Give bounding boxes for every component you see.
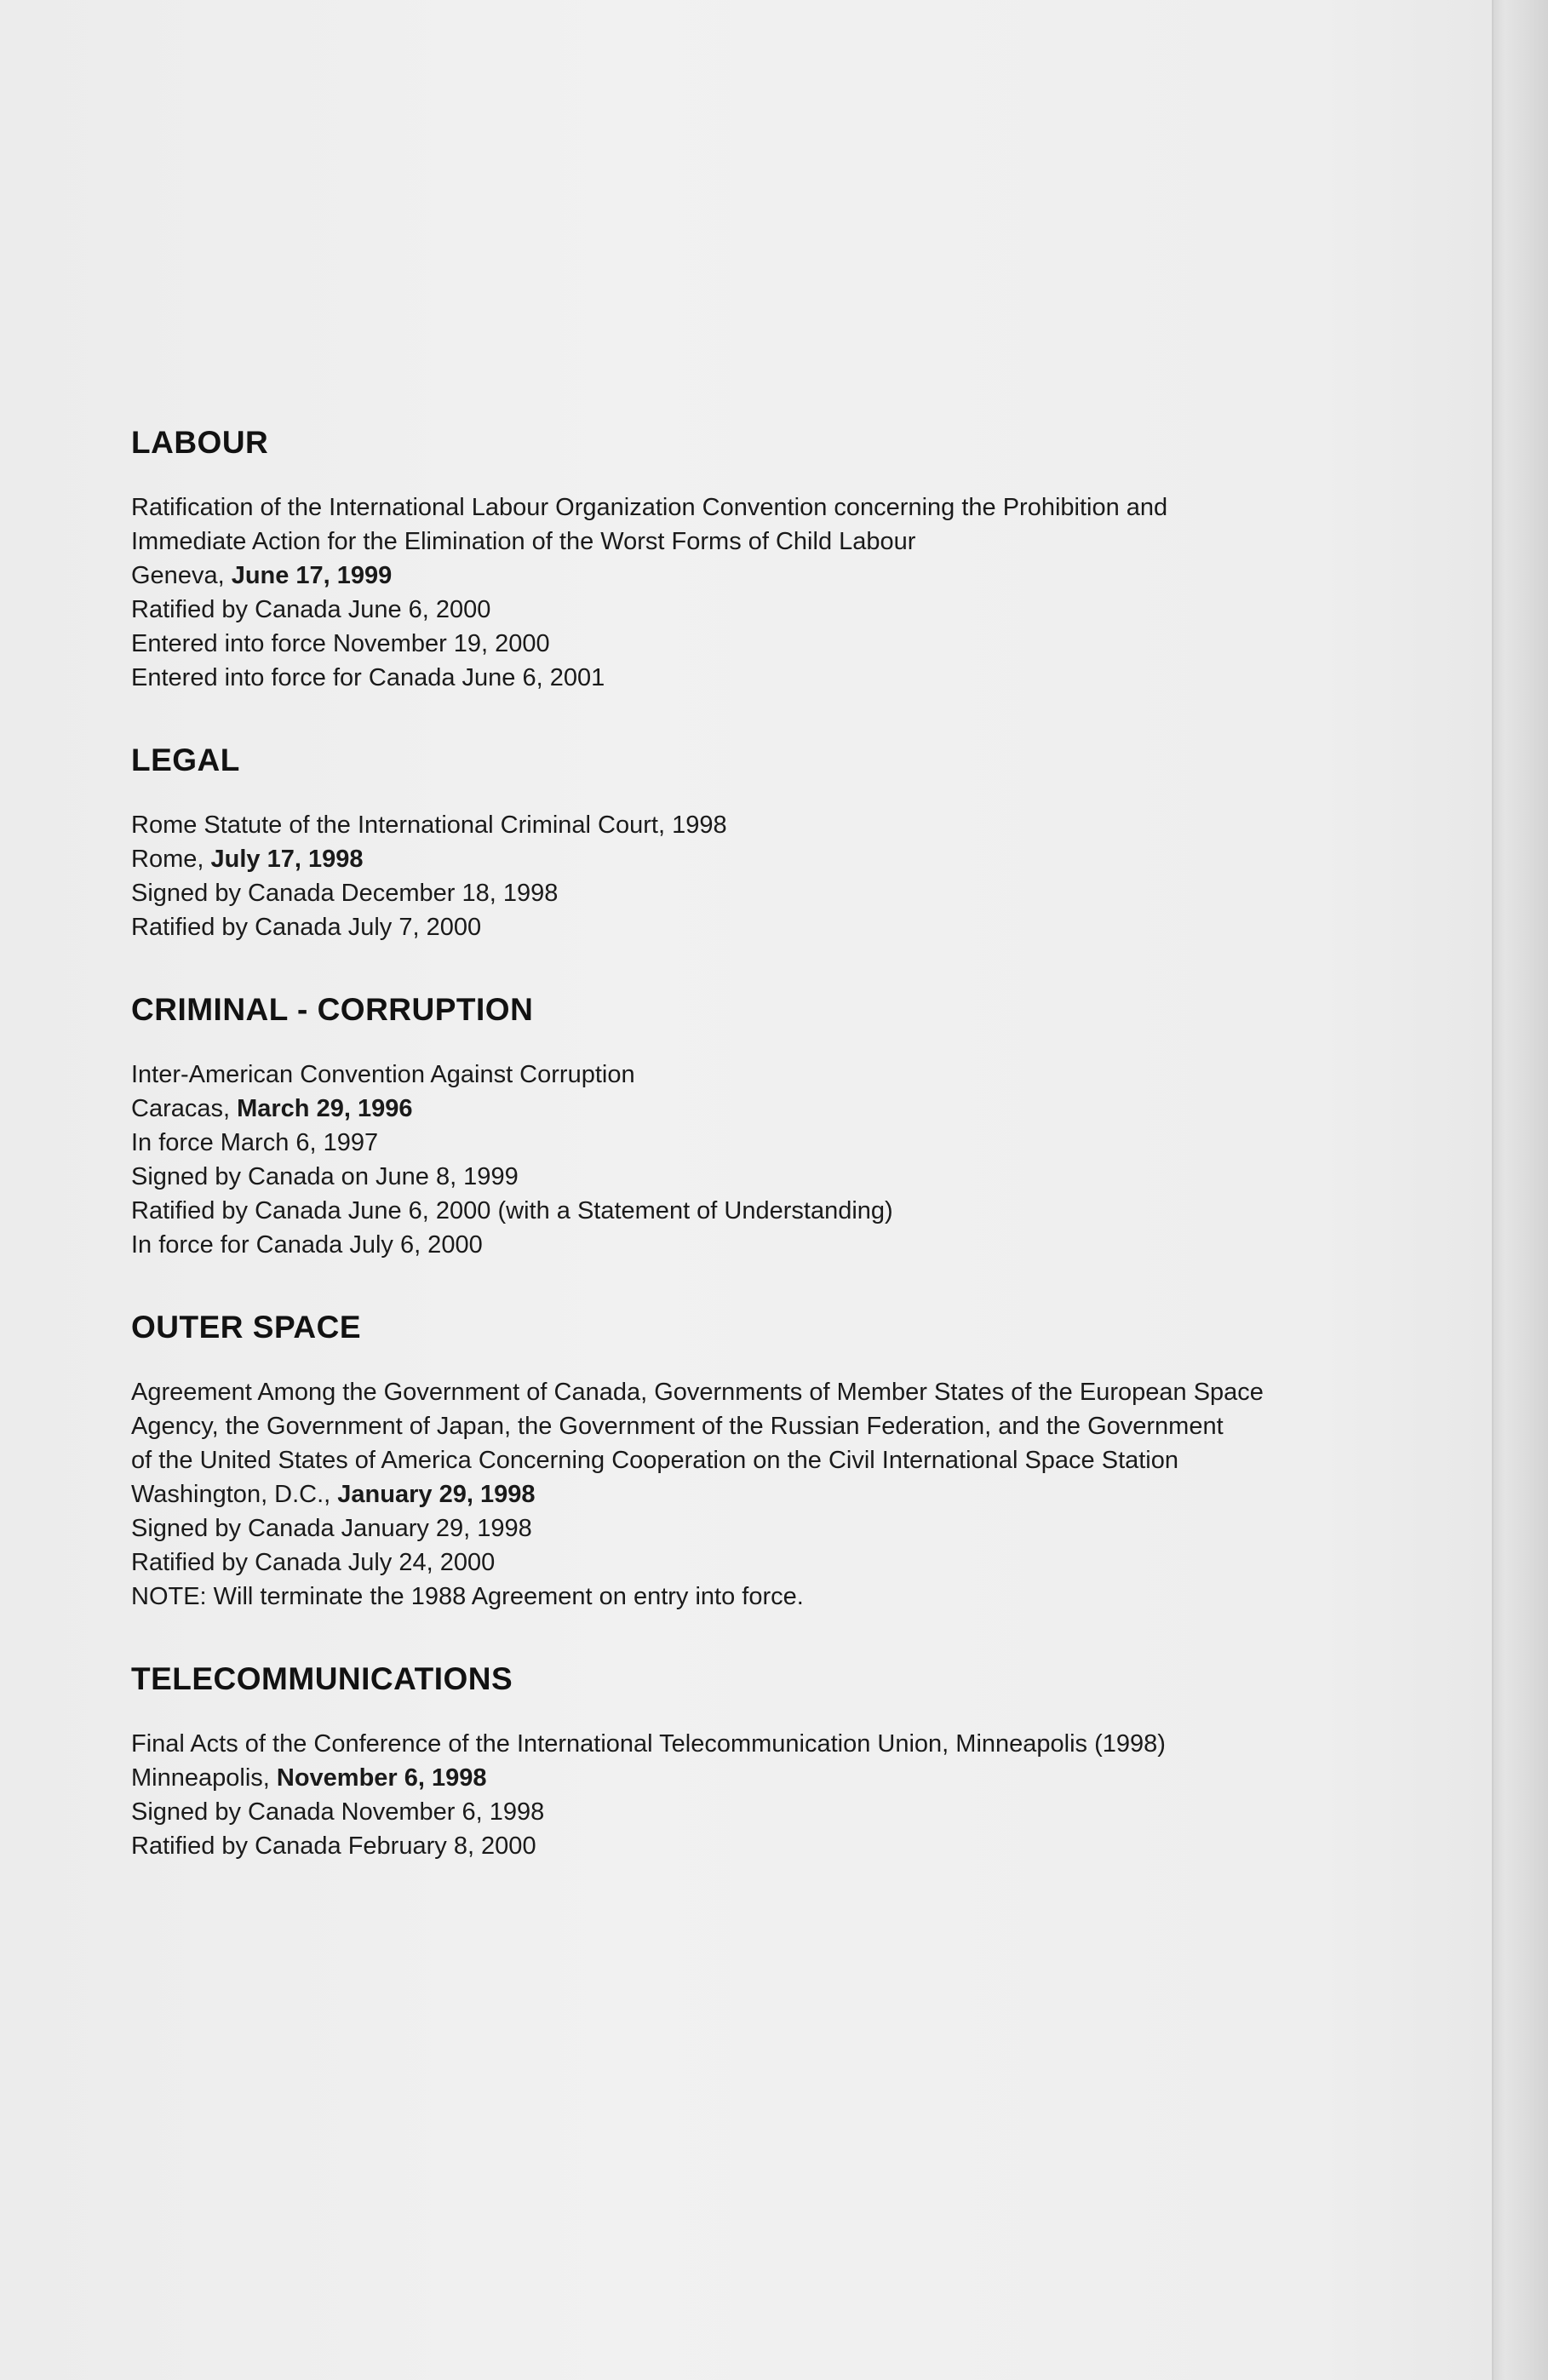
treaty-title-line: Rome Statute of the International Criminal Court, 1998 xyxy=(131,811,727,839)
treaty-title-line: Inter-American Convention Against Corruption xyxy=(131,1061,635,1088)
treaty-detail: Entered into force for Canada June 6, 2001 xyxy=(131,664,605,691)
treaty-title-line: Agreement Among the Government of Canada, Governments of Member States of the European Space xyxy=(131,1379,1264,1406)
treaty-detail: In force for Canada July 6, 2000 xyxy=(131,1231,483,1259)
treaty-place-date xyxy=(131,559,1434,593)
section-heading: OUTER SPACE xyxy=(131,1310,362,1345)
page-binding-edge xyxy=(1492,0,1548,2380)
treaty-detail: Ratified by Canada June 6, 2000 (with a Statement of Understanding) xyxy=(131,1197,893,1224)
treaty-list xyxy=(131,424,1434,1863)
treaty-title-line: Immediate Action for the Elimination of the Worst Forms of Child Labour xyxy=(131,528,916,555)
treaty-detail: Signed by Canada December 18, 1998 xyxy=(131,880,559,907)
treaty-detail: Ratified by Canada February 8, 2000 xyxy=(131,1832,536,1860)
treaty-detail: Signed by Canada on June 8, 1999 xyxy=(131,1163,519,1190)
treaty-date: November 6, 1998 xyxy=(276,1764,487,1792)
section-heading: LEGAL xyxy=(131,743,240,777)
section-heading: LABOUR xyxy=(131,425,269,460)
section-outer-space xyxy=(131,1309,1434,1614)
treaty-date: January 29, 1998 xyxy=(337,1481,536,1508)
treaty-detail: Signed by Canada January 29, 1998 xyxy=(131,1515,532,1542)
section-telecommunications xyxy=(131,1660,1434,1863)
treaty-detail: Signed by Canada November 6, 1998 xyxy=(131,1798,545,1826)
section-labour xyxy=(131,424,1434,695)
treaty-place: Geneva, xyxy=(131,562,232,589)
treaty-place-date xyxy=(131,1477,1434,1511)
section-heading: CRIMINAL - CORRUPTION xyxy=(131,992,534,1027)
treaty-place: Washington, D.C., xyxy=(131,1481,338,1508)
treaty-detail: NOTE: Will terminate the 1988 Agreement on entry into force. xyxy=(131,1583,804,1610)
treaty-date: July 17, 1998 xyxy=(210,846,364,873)
treaty-title-line: of the United States of America Concerning Cooperation on the Civil International Space Station xyxy=(131,1447,1179,1474)
treaty-title-line: Ratification of the International Labour Organization Convention concerning the Prohibition and xyxy=(131,494,1168,521)
treaty-title-line: Agency, the Government of Japan, the Government of the Russian Federation, and the Government xyxy=(131,1413,1224,1440)
section-legal xyxy=(131,742,1434,944)
section-heading: TELECOMMUNICATIONS xyxy=(131,1661,513,1696)
treaty-place-date xyxy=(131,842,1434,876)
treaty-detail: Ratified by Canada July 24, 2000 xyxy=(131,1549,496,1576)
treaty-place: Rome, xyxy=(131,846,211,873)
treaty-detail: Entered into force November 19, 2000 xyxy=(131,630,550,657)
treaty-detail: Ratified by Canada June 6, 2000 xyxy=(131,596,491,623)
treaty-date: March 29, 1996 xyxy=(237,1095,413,1122)
treaty-title-line: Final Acts of the Conference of the International Telecommunication Union, Minneapolis (1998) xyxy=(131,1730,1166,1758)
treaty-place-date xyxy=(131,1092,1434,1126)
treaty-place: Caracas, xyxy=(131,1095,238,1122)
treaty-detail: In force March 6, 1997 xyxy=(131,1129,379,1156)
treaty-date: June 17, 1999 xyxy=(231,562,393,589)
treaty-place-date xyxy=(131,1761,1434,1795)
treaty-detail: Ratified by Canada July 7, 2000 xyxy=(131,914,482,941)
section-criminal-corruption xyxy=(131,991,1434,1262)
treaty-place: Minneapolis, xyxy=(131,1764,277,1792)
